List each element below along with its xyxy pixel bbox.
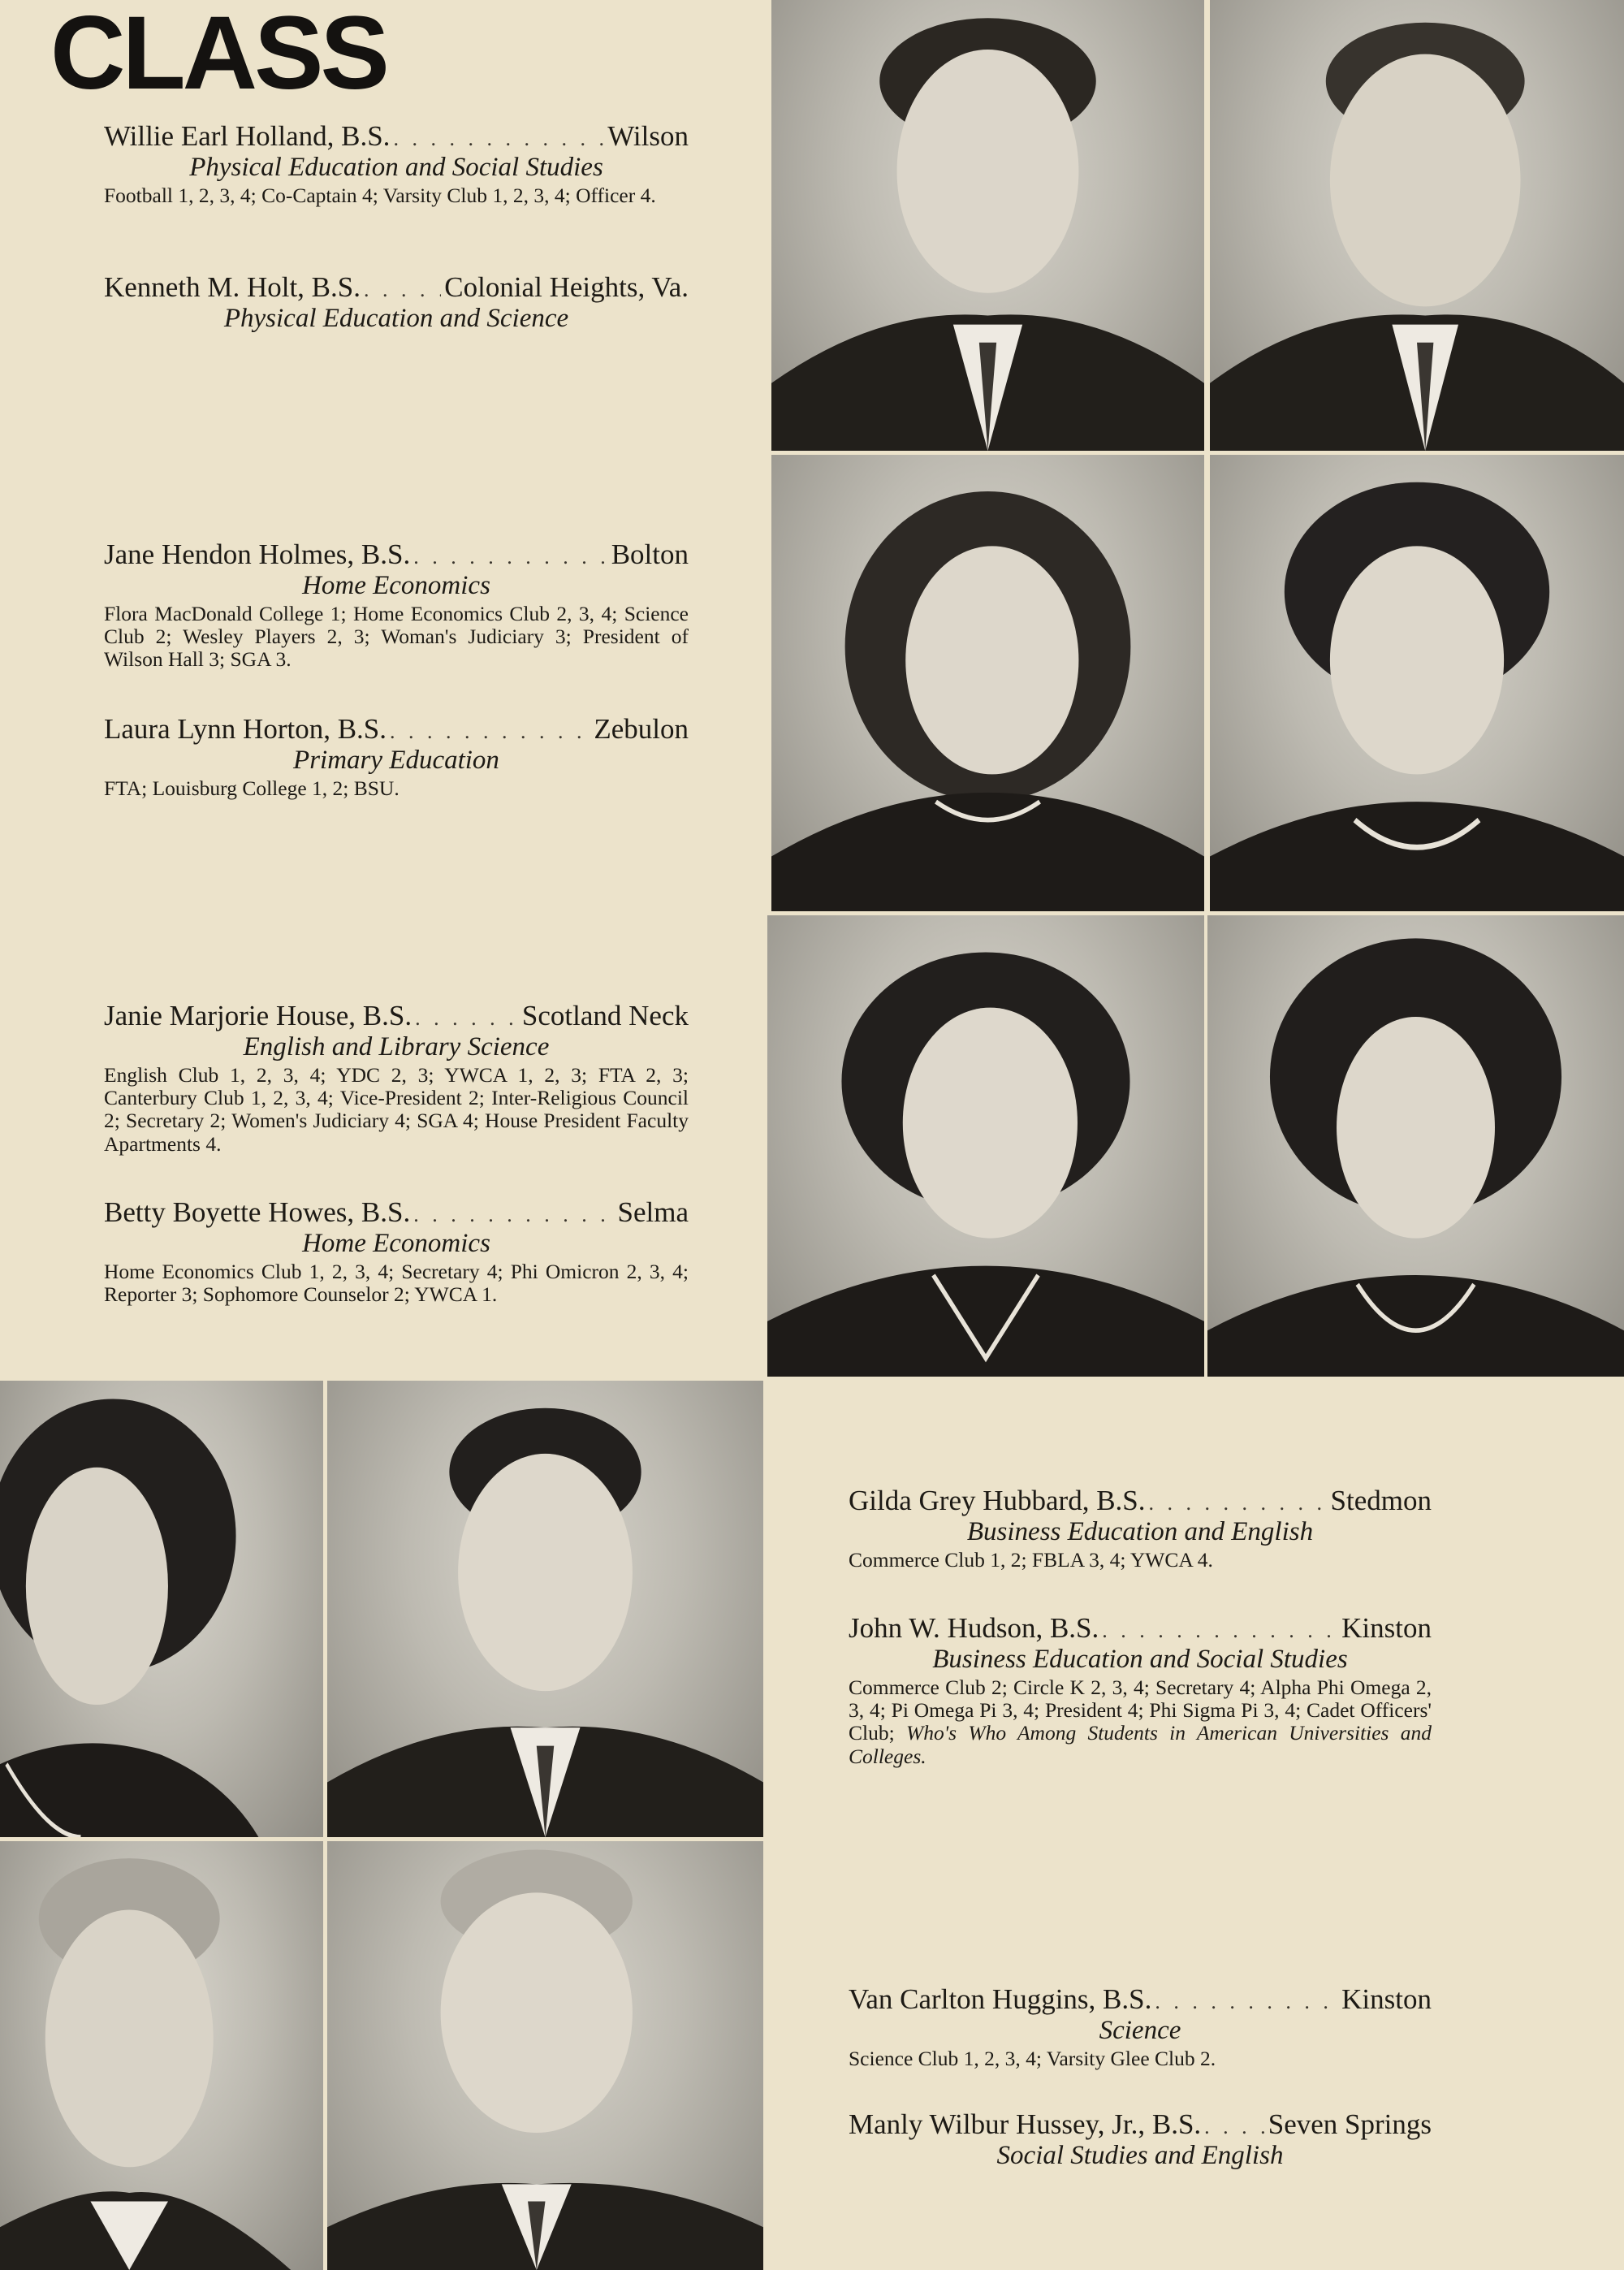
portrait-photo [0, 1841, 323, 2270]
activities: FTA; Louisburg College 1, 2; BSU. [104, 776, 400, 801]
student-name: Laura Lynn Horton, B.S. [104, 713, 387, 745]
portrait-photo [0, 1381, 323, 1837]
portrait-photo [771, 455, 1204, 911]
entry-hudson [849, 1614, 1432, 1768]
portrait-photo [327, 1381, 763, 1837]
hometown: Bolton [611, 538, 689, 570]
major: Home Economics [302, 1228, 490, 1258]
entry-house [104, 1001, 689, 1156]
student-name: Willie Earl Holland, B.S. [104, 120, 391, 152]
honors-italic: Who's Who Among Students in American Universities and Colleges. [849, 1721, 1432, 1768]
hometown: Stedmon [1330, 1485, 1432, 1516]
student-name: Kenneth M. Holt, B.S. [104, 271, 361, 303]
student-name: Manly Wilbur Hussey, Jr., B.S. [849, 2108, 1202, 2140]
portrait-photo [1210, 455, 1624, 911]
major: Business Education and Social Studies [932, 1644, 1348, 1674]
hometown: Kinston [1341, 1983, 1432, 2015]
hometown: Scotland Neck [521, 1000, 689, 1031]
entry-holland [104, 122, 689, 207]
page-title: CLASS [50, 0, 387, 111]
major: Physical Education and Science [223, 303, 569, 333]
hometown: Kinston [1341, 1612, 1432, 1644]
portrait-photo [771, 0, 1204, 451]
major: Primary Education [293, 745, 499, 775]
entry-horton [104, 715, 689, 800]
activities: Home Economics Club 1, 2, 3, 4; Secretary 4; Phi Omicron 2, 3, 4; Reporter 3; Sophomore Counselor 2; YWCA 1. [104, 1260, 689, 1307]
portrait-photo [767, 915, 1204, 1377]
major: Business Education and English [966, 1516, 1314, 1546]
hometown: Colonial Heights, Va. [444, 271, 689, 303]
hometown: Zebulon [594, 713, 689, 745]
portrait-photo [327, 1841, 763, 2270]
portrait-photo [1207, 915, 1624, 1377]
major: Physical Education and Social Studies [189, 152, 603, 182]
entry-hubbard [849, 1486, 1432, 1572]
activities: English Club 1, 2, 3, 4; YDC 2, 3; YWCA 1, 2, 3; FTA 2, 3; Canterbury Club 1, 2, 3, 4; Vice-President 2; Inter-Religious Council 2; Secretary 2; Women's Judiciary 4; SGA 4; House President Faculty Apartments 4. [104, 1063, 689, 1156]
hometown: Selma [617, 1196, 689, 1228]
major: English and Library Science [243, 1031, 550, 1061]
student-name: Jane Hendon Holmes, B.S. [104, 538, 411, 570]
activities: Commerce Club 2; Circle K 2, 3, 4; Secretary 4; Alpha Phi Omega 2, 3, 4; Pi Omega Pi 3, 4; President 4; Phi Sigma Pi 3, 4; Cadet Officers' Club; Who's Who Among Students in American Universities and Colleges. [849, 1675, 1432, 1768]
activities: Flora MacDonald College 1; Home Economics Club 2, 3, 4; Science Club 2; Wesley Players 2, 3; Woman's Judiciary 3; President of Wilson Hall 3; SGA 3. [104, 602, 689, 672]
portrait-photo [1210, 0, 1624, 451]
major: Home Economics [302, 570, 490, 600]
hometown: Seven Springs [1268, 2108, 1432, 2140]
entry-howes [104, 1198, 689, 1306]
activities: Science Club 1, 2, 3, 4; Varsity Glee Club 2. [849, 2047, 1216, 2071]
student-name: Gilda Grey Hubbard, B.S. [849, 1485, 1146, 1516]
activities: Football 1, 2, 3, 4; Co-Captain 4; Varsity Club 1, 2, 3, 4; Officer 4. [104, 184, 656, 208]
student-name: Janie Marjorie House, B.S. [104, 1000, 412, 1031]
hometown: Wilson [607, 120, 689, 152]
major: Social Studies and English [996, 2140, 1284, 2170]
entry-holmes [104, 540, 689, 672]
entry-hussey [849, 2110, 1432, 2169]
entry-huggins [849, 1985, 1432, 2070]
activities: Commerce Club 1, 2; FBLA 3, 4; YWCA 4. [849, 1548, 1213, 1572]
student-name: Van Carlton Huggins, B.S. [849, 1983, 1152, 2015]
student-name: Betty Boyette Howes, B.S. [104, 1196, 411, 1228]
major: Science [1099, 2015, 1181, 2045]
student-name: John W. Hudson, B.S. [849, 1612, 1099, 1644]
entry-holt [104, 273, 689, 332]
